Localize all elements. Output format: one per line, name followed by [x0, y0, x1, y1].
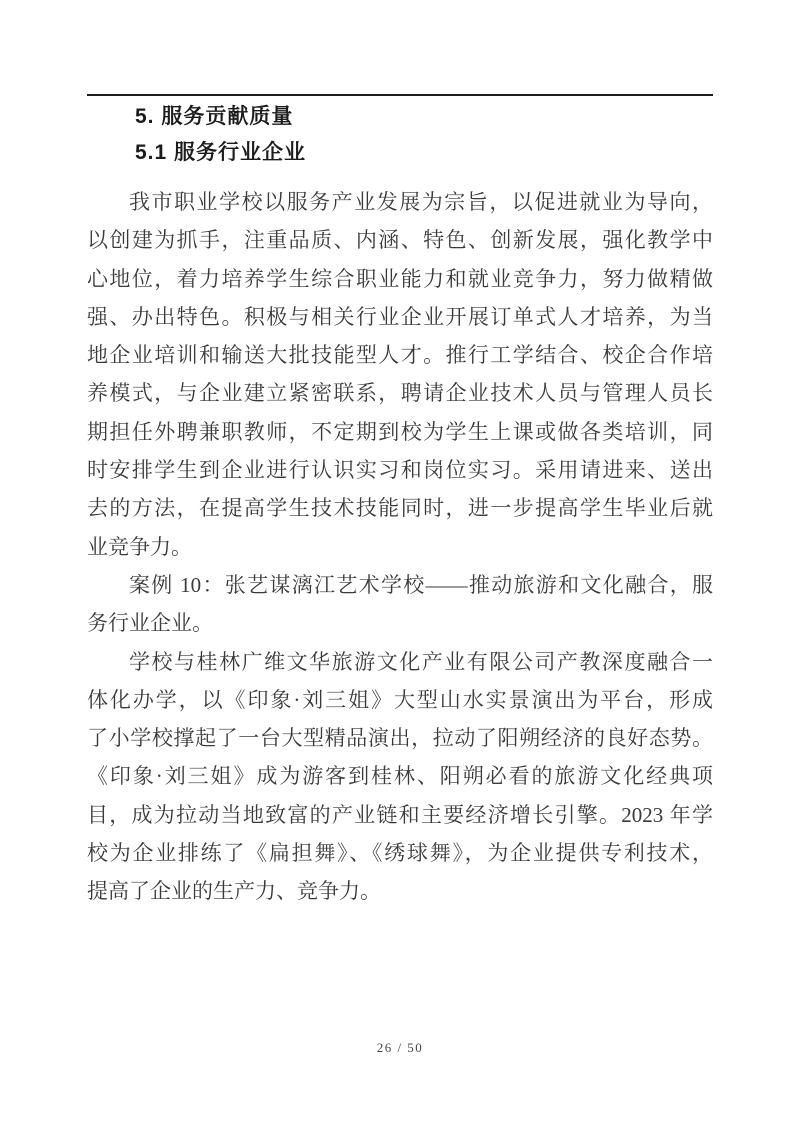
text-line: 业竞争力。	[87, 534, 192, 559]
page-number: 26 / 50	[376, 1040, 424, 1055]
paragraph	[87, 643, 713, 911]
text-line: 养模式，与企业建立紧密联系，聘请企业技术人员与管理人员长	[87, 381, 713, 406]
text-line: 学校与桂林广维文华旅游文化产业有限公司产教深度融合一	[129, 649, 713, 674]
page-footer	[0, 1040, 800, 1056]
text-line: 地企业培训和输送大批技能型人才。推行工学结合、校企合作培	[87, 343, 713, 368]
section-heading: 5. 服务贡献质量	[135, 105, 294, 128]
text-line: 提高了企业的生产力、竞争力。	[87, 879, 381, 904]
text-line: 我市职业学校以服务产业发展为宗旨，以促进就业为导向，	[129, 190, 713, 214]
text-line: 以创建为抓手，注重品质、内涵、特色、创新发展，强化教学中	[87, 228, 713, 253]
text-line: 《印象·刘三姐》成为游客到桂林、阳朔必看的旅游文化经典项	[87, 764, 713, 789]
paragraph	[87, 566, 713, 643]
text-line: 时安排学生到企业进行认识实习和岗位实习。采用请进来、送出	[87, 458, 713, 483]
text-line: 目，成为拉动当地致富的产业链和主要经济增长引擎。2023 年学	[87, 802, 713, 827]
document-body	[87, 183, 713, 911]
text-line: 务行业企业。	[87, 611, 213, 636]
header-rule	[87, 94, 713, 96]
paragraph	[87, 183, 713, 566]
text-line: 强、办出特色。积极与相关行业企业开展订单式人才培养，为当	[87, 304, 713, 329]
subsection-heading: 5.1 服务行业企业	[135, 141, 307, 164]
text-line: 心地位，着力培养学生综合职业能力和就业竞争力，努力做精做	[87, 266, 713, 291]
text-line: 期担任外聘兼职教师，不定期到校为学生上课或做各类培训，同	[87, 419, 713, 444]
text-line: 了小学校撑起了一台大型精品演出，拉动了阳朔经济的良好态势。	[87, 726, 713, 751]
text-line: 案例 10：张艺谋漓江艺术学校——推动旅游和文化融合，服	[129, 572, 713, 597]
text-line: 去的方法，在提高学生技术技能同时，进一步提高学生毕业后就	[87, 496, 713, 521]
text-line: 体化办学，以《印象·刘三姐》大型山水实景演出为平台，形成	[87, 687, 713, 712]
text-line: 校为企业排练了《扁担舞》、《绣球舞》，为企业提供专利技术，	[87, 841, 713, 866]
